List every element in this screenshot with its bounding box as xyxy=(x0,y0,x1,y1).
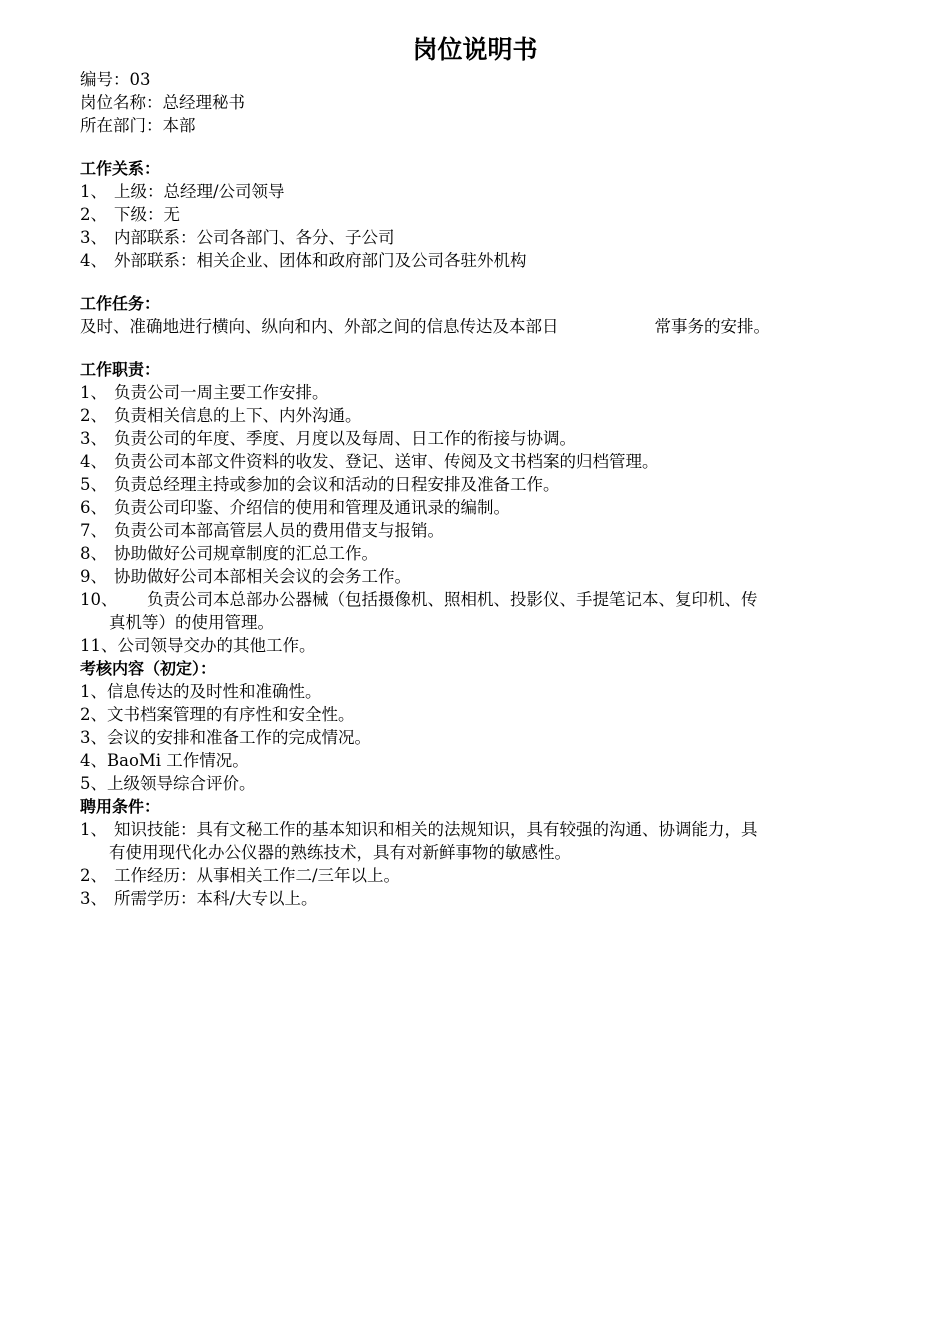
list-item xyxy=(80,381,870,404)
item-text: 负责公司的年度、季度、月度以及每周、日工作的衔接与协调。 xyxy=(114,429,576,448)
list-item: 5、上级领导综合评价。 xyxy=(80,774,256,793)
list-item xyxy=(80,473,870,496)
hiring-heading: 聘用条件： xyxy=(80,797,161,816)
item-text: 工作经历：从事相关工作二/三年以上。 xyxy=(114,866,401,885)
position-line: 岗位名称：总经理秘书 xyxy=(80,93,245,112)
document-title: 岗位说明书 xyxy=(412,35,538,64)
list-item xyxy=(80,496,870,519)
item-number: 5、 xyxy=(80,475,107,494)
duties-section xyxy=(80,358,870,657)
item-number: 7、 xyxy=(80,521,107,540)
item-text: 负责相关信息的上下、内外沟通。 xyxy=(114,406,362,425)
list-item xyxy=(80,887,870,910)
item-number: 1、 xyxy=(80,820,107,839)
list-item xyxy=(80,864,870,887)
list-item xyxy=(80,450,870,473)
relations-heading: 工作关系： xyxy=(80,159,161,178)
item-text: 内部联系：公司各部门、各分、子公司 xyxy=(114,228,395,247)
item-number: 1、 xyxy=(80,182,107,201)
item-number: 6、 xyxy=(80,498,107,517)
list-item-continuation: 真机等）的使用管理。 xyxy=(109,613,274,632)
relations-section xyxy=(80,157,870,272)
assessment-section xyxy=(80,657,870,795)
item-text: 下级：无 xyxy=(114,205,180,224)
item-number: 10、 xyxy=(80,590,118,609)
item-number: 8、 xyxy=(80,544,107,563)
list-item: 2、文书档案管理的有序性和安全性。 xyxy=(80,705,355,724)
item-number: 3、 xyxy=(80,889,107,908)
item-text: 负责公司本部高管层人员的费用借支与报销。 xyxy=(114,521,444,540)
item-text: 外部联系：相关企业、团体和政府部门及公司各驻外机构 xyxy=(114,251,527,270)
list-item xyxy=(80,203,870,226)
task-section xyxy=(80,292,870,338)
list-item xyxy=(80,519,870,542)
item-number: 4、 xyxy=(80,452,107,471)
list-item xyxy=(80,180,870,203)
item-number: 9、 xyxy=(80,567,107,586)
hiring-section xyxy=(80,795,870,910)
list-item xyxy=(80,588,870,611)
code-line: 编号：03 xyxy=(80,70,151,89)
list-item: 3、会议的安排和准备工作的完成情况。 xyxy=(80,728,371,747)
assessment-heading: 考核内容（初定）： xyxy=(80,659,217,678)
list-item: 1、信息传达的及时性和准确性。 xyxy=(80,682,322,701)
list-item xyxy=(80,404,870,427)
list-item: 4、BaoMi 工作情况。 xyxy=(80,751,249,770)
department-line: 所在部门：本部 xyxy=(80,116,196,135)
item-text: 负责公司本总部办公器械（包括摄像机、照相机、投影仪、手提笔记本、复印机、传 xyxy=(147,590,758,609)
item-text: 协助做好公司规章制度的汇总工作。 xyxy=(114,544,378,563)
item-number: 3、 xyxy=(80,429,107,448)
task-text-part-a: 及时、准确地进行横向、纵向和内、外部之间的信息传达及本部日 xyxy=(80,317,559,336)
item-text: 协助做好公司本部相关会议的会务工作。 xyxy=(114,567,411,586)
list-item xyxy=(80,542,870,565)
item-text: 知识技能：具有文秘工作的基本知识和相关的法规知识，具有较强的沟通、协调能力，具 xyxy=(114,820,758,839)
task-text-part-b: 常事务的安排。 xyxy=(654,317,770,336)
list-item xyxy=(80,565,870,588)
list-item xyxy=(80,249,870,272)
list-item xyxy=(80,226,870,249)
duties-heading: 工作职责： xyxy=(80,360,161,379)
item-text: 所需学历：本科/大专以上。 xyxy=(114,889,318,908)
item-number: 2、 xyxy=(80,205,107,224)
meta-block xyxy=(80,68,870,137)
list-item xyxy=(80,427,870,450)
item-text: 负责公司印鉴、介绍信的使用和管理及通讯录的编制。 xyxy=(114,498,510,517)
item-number: 2、 xyxy=(80,406,107,425)
document-page xyxy=(80,32,870,910)
list-item: 11、公司领导交办的其他工作。 xyxy=(80,636,316,655)
item-text: 上级：总经理/公司领导 xyxy=(114,182,285,201)
item-text: 负责总经理主持或参加的会议和活动的日程安排及准备工作。 xyxy=(114,475,560,494)
item-number: 2、 xyxy=(80,866,107,885)
item-text: 负责公司本部文件资料的收发、登记、送审、传阅及文书档案的归档管理。 xyxy=(114,452,659,471)
task-heading: 工作任务： xyxy=(80,294,161,313)
list-item xyxy=(80,818,870,841)
item-number: 4、 xyxy=(80,251,107,270)
list-item-continuation: 有使用现代化办公仪器的熟练技术，具有对新鲜事物的敏感性。 xyxy=(109,843,571,862)
item-number: 3、 xyxy=(80,228,107,247)
task-text xyxy=(80,315,870,338)
item-text: 负责公司一周主要工作安排。 xyxy=(114,383,329,402)
item-number: 1、 xyxy=(80,383,107,402)
